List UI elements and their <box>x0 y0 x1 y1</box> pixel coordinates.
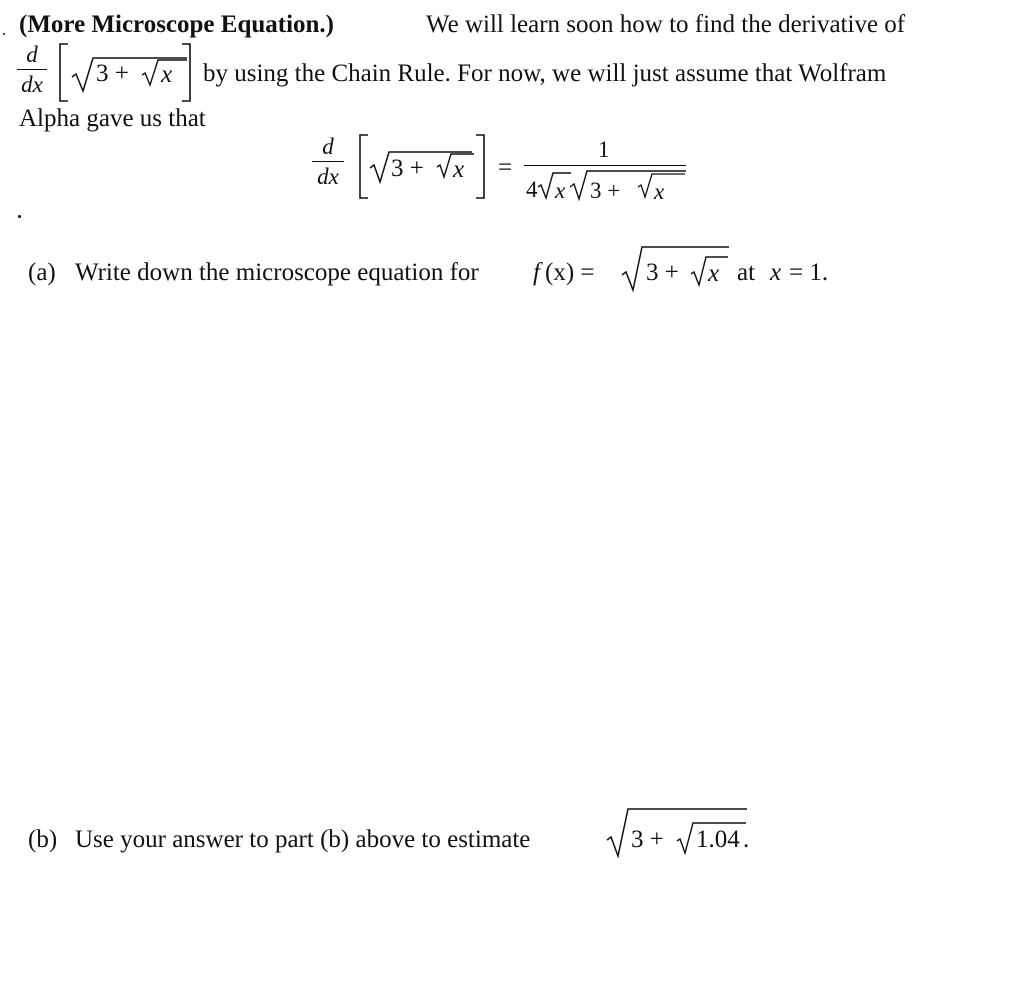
fraction-bar <box>17 69 47 70</box>
rhs-den-coefficient: 4 <box>526 177 538 202</box>
part-b-inner-value: 1.04 <box>696 826 740 853</box>
part-a-text: Write down the microscope equation for <box>75 259 479 286</box>
right-bracket <box>180 43 192 103</box>
stray-period <box>18 215 21 218</box>
part-a-cond-x: x <box>770 259 782 286</box>
display-equals-sign: = <box>498 154 513 181</box>
part-b-period: . <box>743 826 750 853</box>
problem-title: (More Microscope Equation.) <box>19 11 335 38</box>
display-right-bracket <box>474 134 486 200</box>
part-a-radicand-text: 3 + <box>646 259 679 286</box>
part-b-text: Use your answer to part (b) above to estimate <box>75 826 531 853</box>
problem-intro-line1: We will learn soon how to find the derivative of <box>426 11 906 38</box>
problem-intro-line2: by using the Chain Rule. For now, we will just assume that Wolfram <box>203 60 887 87</box>
inner-radicand-x: x <box>161 61 173 88</box>
problem-intro-line3: Alpha gave us that <box>19 105 206 132</box>
part-a-function-arg: (x) = <box>545 259 595 286</box>
d-numerator: d <box>26 42 38 67</box>
part-a-inner-x: x <box>708 260 720 287</box>
rhs-den-3plus: 3 + <box>590 178 621 203</box>
stray-mark <box>3 33 5 35</box>
display-inner-radicand-x: x <box>453 156 465 183</box>
rhs-numerator: 1 <box>598 137 610 162</box>
rhs-fraction-bar <box>524 165 686 166</box>
dx-denominator: dx <box>21 72 43 97</box>
display-outer-radicand-text: 3 + <box>391 155 424 182</box>
derivative-operator <box>17 42 47 98</box>
display-dx-denominator: dx <box>317 164 339 189</box>
rhs-den-x: x <box>555 178 566 203</box>
part-b-label: (b) <box>28 826 58 853</box>
part-a-label: (a) <box>28 259 56 286</box>
display-derivative-operator <box>312 134 344 190</box>
outer-radicand-text: 3 + <box>96 60 129 87</box>
left-bracket <box>58 43 70 103</box>
part-a-cond-value: = 1. <box>789 259 829 286</box>
display-fraction-bar <box>312 161 344 162</box>
part-a-function-name: f <box>533 259 540 286</box>
part-b-radicand-text: 3 + <box>631 826 664 853</box>
rhs-den-inner-x: x <box>654 179 665 204</box>
part-a-at: at <box>737 259 756 286</box>
display-d-numerator: d <box>322 134 334 159</box>
